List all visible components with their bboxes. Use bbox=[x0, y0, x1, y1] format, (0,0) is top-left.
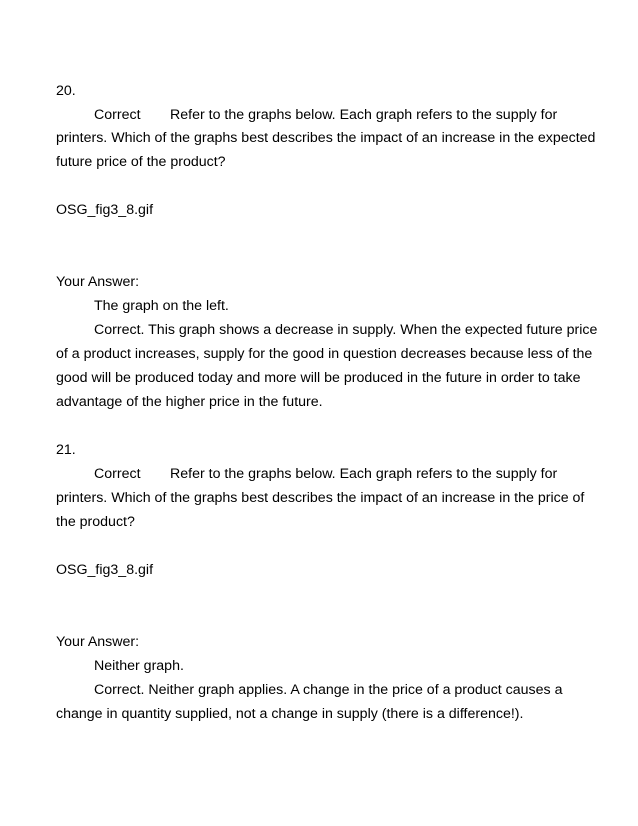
feedback-text: of a product increases, supply for the good in question decreases because less of the bbox=[56, 346, 593, 362]
feedback-text: good will be produced today and more will be produced in the future in order to take bbox=[56, 370, 581, 386]
status-label: Correct bbox=[94, 107, 141, 123]
feedback-text: change in quantity supplied, not a change in supply (there is a difference!). bbox=[56, 706, 524, 722]
question-number: 20. bbox=[56, 83, 76, 99]
image-reference: OSG_fig3_8.gif bbox=[56, 202, 154, 218]
answer-label: Your Answer: bbox=[56, 634, 140, 650]
question-prompt-first-line bbox=[94, 106, 557, 124]
status-label: Correct bbox=[94, 466, 141, 482]
prompt-text: Refer to the graphs below. Each graph refers to the supply for bbox=[170, 466, 558, 482]
feedback-text: Correct. Neither graph applies. A change in the price of a product causes a bbox=[94, 682, 563, 698]
feedback-text: advantage of the higher price in the future. bbox=[56, 394, 323, 410]
answer-text: Neither graph. bbox=[94, 658, 184, 674]
prompt-text: the product? bbox=[56, 514, 135, 530]
answer-label: Your Answer: bbox=[56, 274, 140, 290]
answer-text: The graph on the left. bbox=[94, 298, 229, 314]
question-number: 21. bbox=[56, 442, 76, 458]
prompt-text: Refer to the graphs below. Each graph refers to the supply for bbox=[170, 107, 558, 123]
prompt-text: printers. Which of the graphs best describes the impact of an increase in the expected bbox=[56, 130, 596, 146]
image-reference: OSG_fig3_8.gif bbox=[56, 562, 154, 578]
question-prompt-first-line bbox=[94, 465, 557, 483]
feedback-text: Correct. This graph shows a decrease in supply. When the expected future price bbox=[94, 322, 598, 338]
prompt-text: printers. Which of the graphs best describes the impact of an increase in the price of bbox=[56, 490, 585, 506]
prompt-text: future price of the product? bbox=[56, 154, 226, 170]
